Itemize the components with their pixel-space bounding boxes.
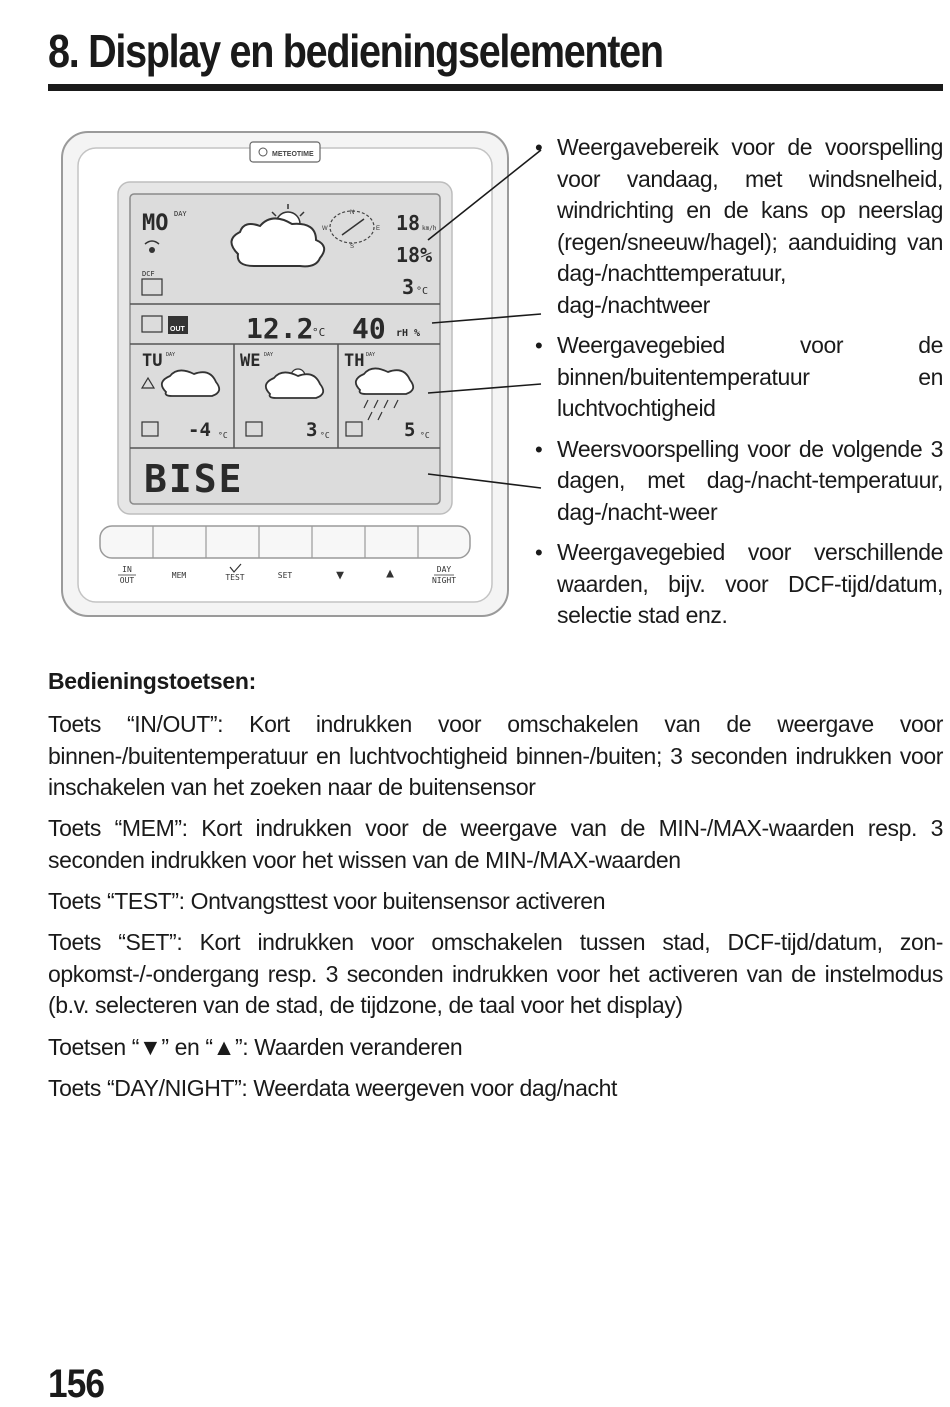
indoor-temp: 12.2: [246, 312, 314, 345]
svg-text:S: S: [350, 244, 355, 250]
weather-station-illustration: [60, 130, 510, 618]
svg-text:METEOTIME: METEOTIME: [272, 151, 314, 158]
control-description: Toetsen “▼” en “▲”: Waarden veranderen: [48, 1034, 463, 1060]
control-description: Toets “TEST”: Ontvangsttest voor buitensensor activeren: [48, 888, 606, 914]
device-button-down: ▼: [336, 568, 344, 583]
svg-text:OUT: OUT: [170, 326, 185, 333]
svg-text:km/h: km/h: [422, 225, 437, 232]
today-day: MO: [142, 211, 169, 236]
svg-text:TH: TH: [344, 351, 365, 371]
humidity: 40: [352, 312, 386, 345]
wind-speed: 18: [396, 211, 421, 235]
svg-text:°C: °C: [218, 431, 228, 440]
cloud-icon: [162, 370, 219, 396]
svg-text:°C: °C: [312, 326, 326, 339]
svg-text:°C: °C: [320, 431, 330, 440]
callout-item: • Weersvoorspelling voor de volgende 3 dagen, met dag-/nacht-temperatuur, dag-/nacht-weer: [535, 435, 943, 525]
page-title: 8. Display en bedieningselementen: [48, 25, 663, 77]
device-button-test: TEST: [225, 573, 245, 582]
device-button-in-out: IN: [122, 565, 132, 574]
svg-text:DAY: DAY: [166, 352, 176, 358]
lcd-message: BISE: [144, 457, 244, 501]
control-description: Toets “DAY/NIGHT”: Weerdata weergeven voor dag/nacht: [48, 1075, 617, 1101]
svg-text:-4: -4: [188, 419, 211, 441]
svg-text:°C: °C: [416, 286, 429, 297]
meteotime-logo: [250, 142, 320, 162]
sun-cloud-icon: [266, 372, 323, 398]
svg-text:5: 5: [404, 419, 416, 441]
svg-text:DAY: DAY: [366, 352, 376, 358]
controls-heading: Bedieningstoetsen:: [48, 668, 257, 694]
device-button-set: SET: [277, 571, 293, 580]
svg-text:DAY: DAY: [174, 210, 187, 218]
control-description: Toets “MEM”: Kort indrukken voor de weergave van de MIN-/MAX-waarden resp. 3 seconden indrukken voor het wissen van de MIN-/MAX-waarden: [48, 815, 943, 873]
svg-text:3: 3: [306, 419, 318, 441]
device-button-mem: MEM: [171, 571, 187, 580]
svg-text:E: E: [376, 226, 381, 232]
svg-text:W: W: [322, 226, 328, 232]
svg-text:TU: TU: [142, 351, 163, 371]
rain-chance: 18%: [396, 243, 433, 267]
page-number: 156: [48, 1362, 105, 1406]
svg-text:DAY: DAY: [264, 352, 274, 358]
callout-item: • Weergavegebied voor verschillende waarden, bijv. voor DCF-tijd/datum, selectie stad enz.: [535, 539, 943, 628]
svg-text:WE: WE: [240, 351, 261, 371]
today-temp: 3: [402, 275, 415, 299]
callout-item: • Weergavebereik voor de voorspelling voor vandaag, met windsnelheid, windrichting en de kans op neerslag (regen/sneeuw/hagel); aanduiding van dag-/nachttemperatuur, dag-/nachtweer: [535, 134, 943, 318]
device-button-up: ▲: [386, 566, 394, 581]
svg-text:rH %: rH %: [396, 328, 421, 339]
svg-text:N: N: [350, 210, 355, 216]
rain-cloud-icon: [356, 368, 413, 394]
device-button-day-night: DAY: [436, 565, 452, 574]
display-callouts: [535, 132, 943, 641]
svg-text:°C: °C: [420, 431, 430, 440]
svg-text:OUT: OUT: [119, 576, 135, 585]
control-description: Toets “SET”: Kort indrukken voor omschakelen tussen stad, DCF-tijd/datum, zon-opkomst-/-ondergang resp. 3 seconden indrukken voor het activeren van de instelmodus (b.v. selecteren van de stad, de tijdzone, de taal voor het display): [48, 929, 943, 1018]
svg-text:DCF: DCF: [142, 270, 155, 278]
callout-item: • Weergavegebied voor de binnen/buitentemperatuur en luchtvochtigheid: [535, 332, 943, 421]
control-description: Toets “IN/OUT”: Kort indrukken voor omschakelen van de weergave voor binnen-/buitentemperatuur en luchtvochtigheid binnen-/buiten; 3 seconden indrukken voor inschakelen van het zoeken naar de buitensensor: [48, 711, 943, 800]
svg-text:NIGHT: NIGHT: [431, 576, 457, 585]
title-rule: [48, 84, 943, 91]
